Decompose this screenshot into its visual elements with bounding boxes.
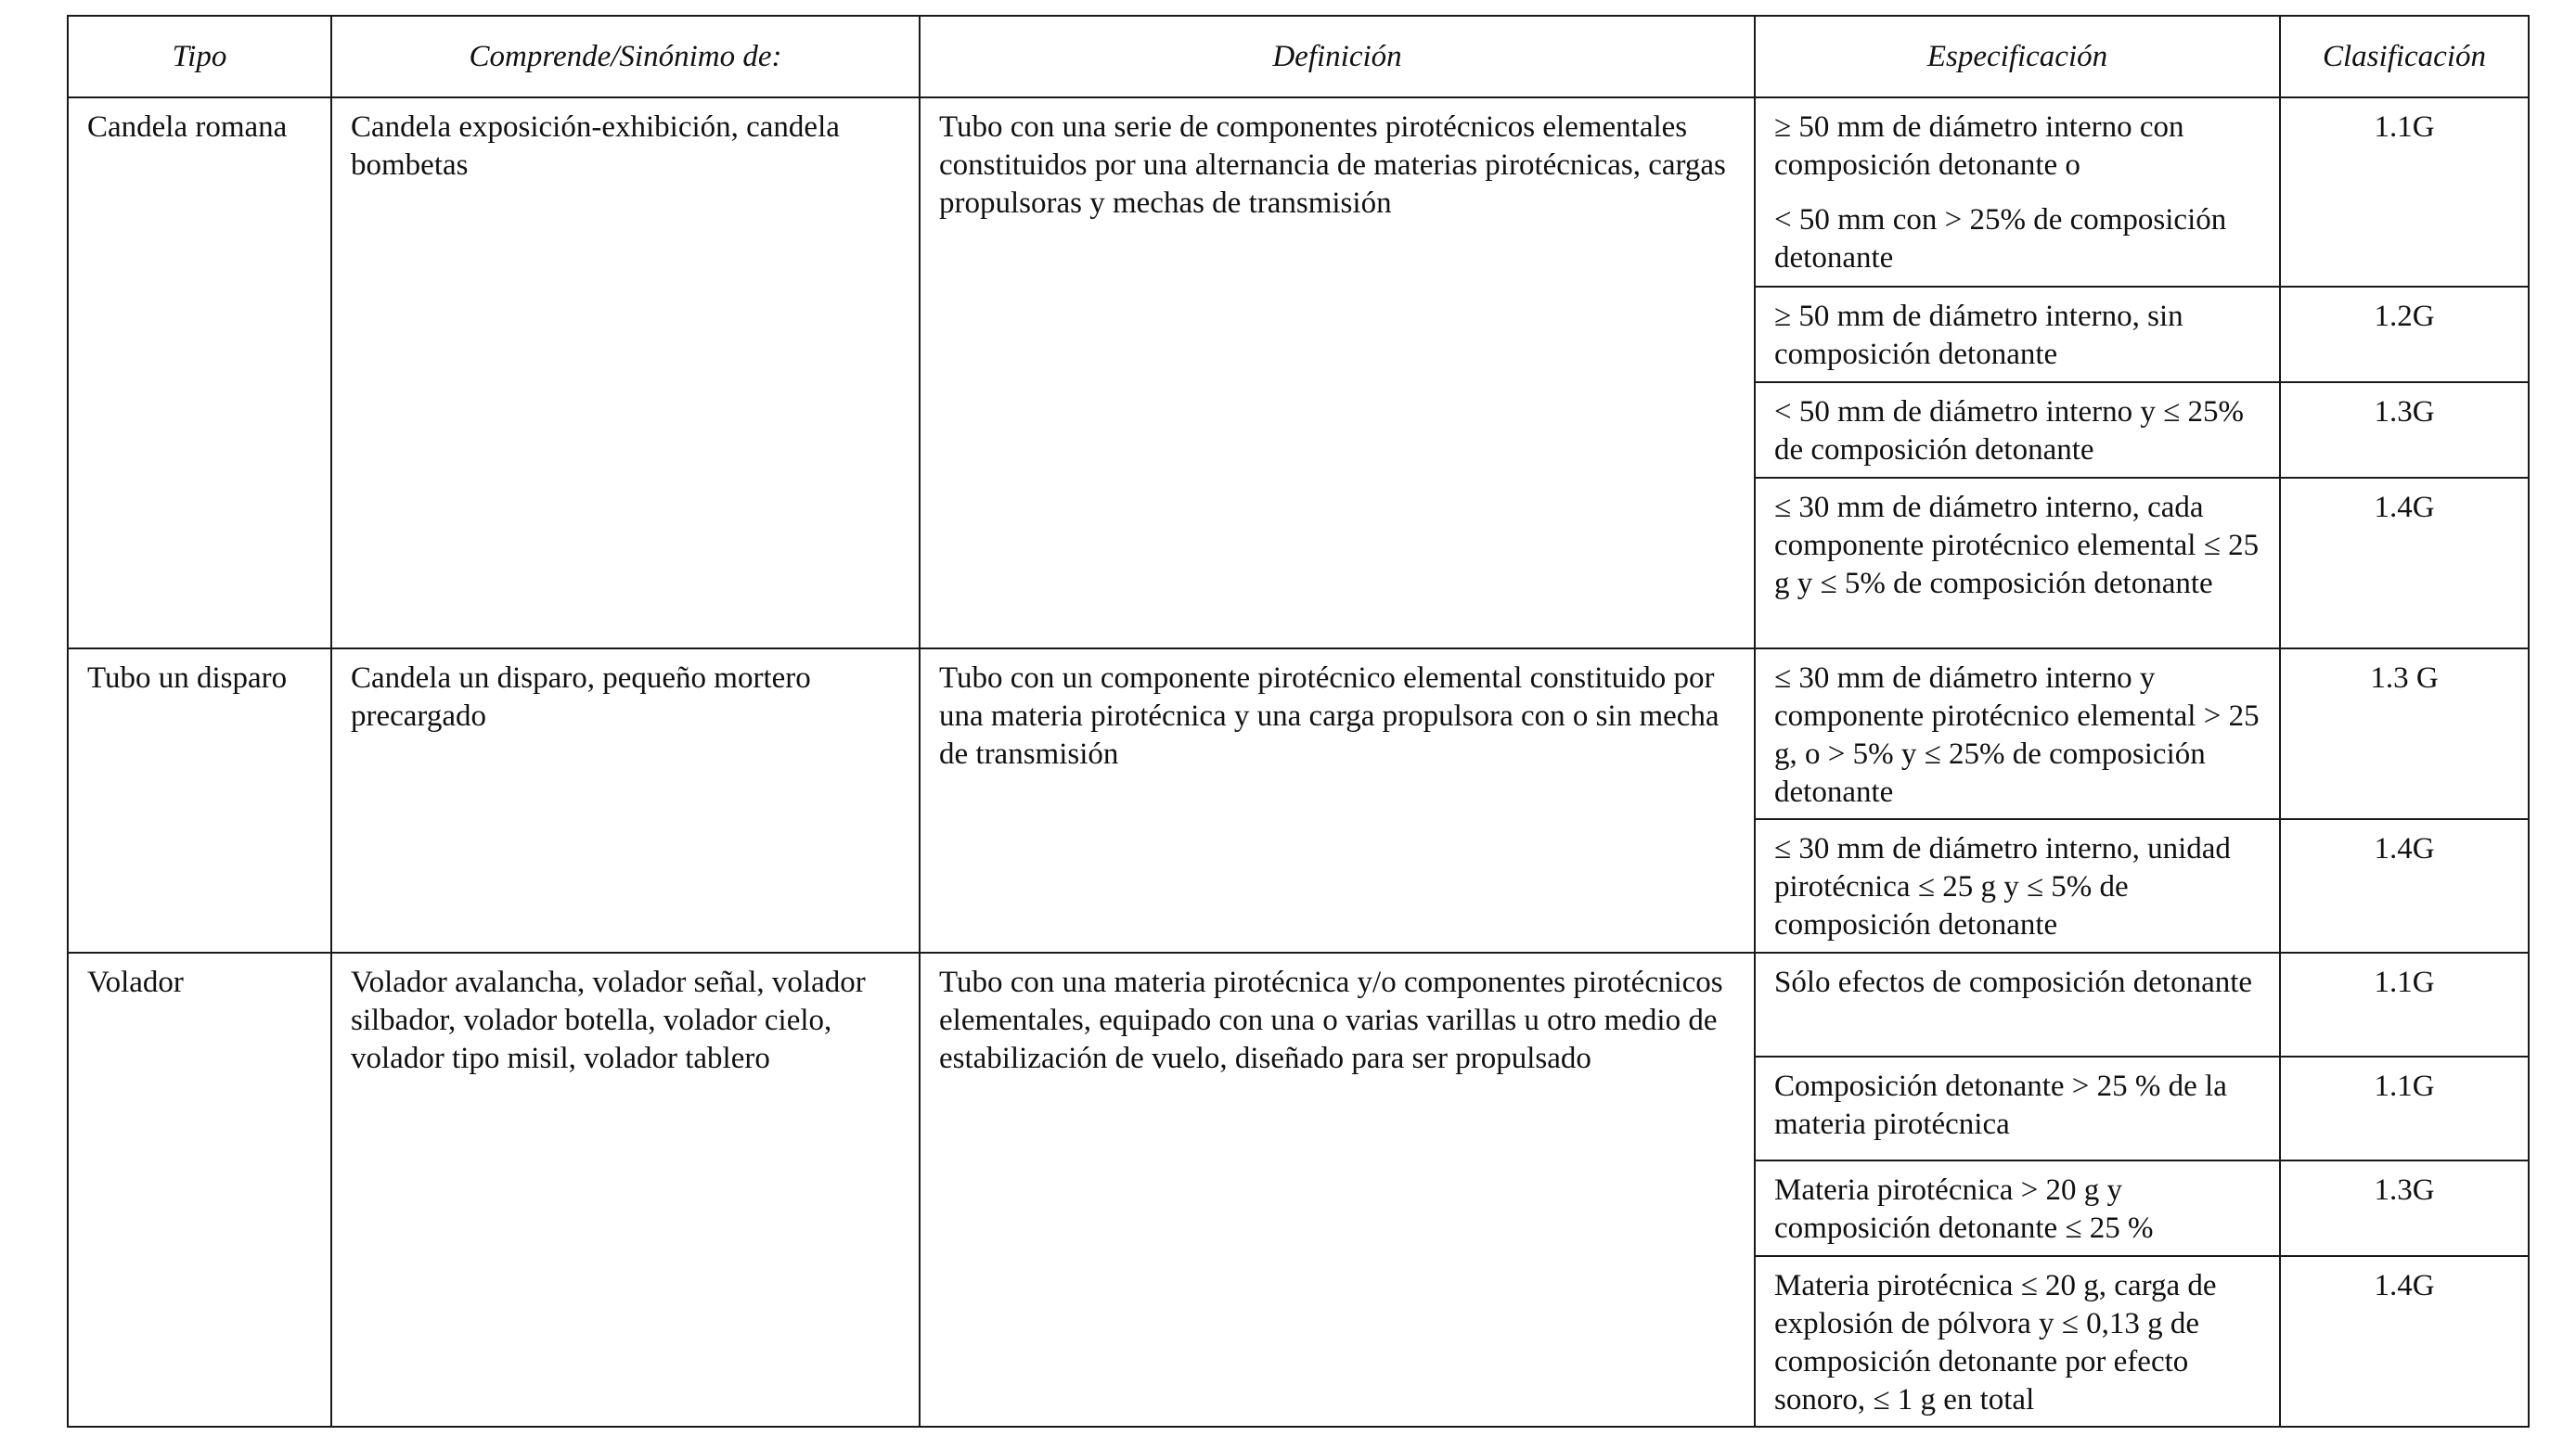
cell-especificacion: Materia pirotécnica ≤ 20 g, carga de explosión de pólvora y ≤ 0,13 g de composición detonante por efecto sonoro, ≤ 1 g en total bbox=[1755, 1256, 2280, 1427]
cell-definicion: Tubo con una serie de componentes pirotécnicos elementales constituidos por una alternancia de materias pirotécnicas, cargas propulsoras y mechas de transmisión bbox=[920, 97, 1755, 648]
cell-clasificacion: 1.4G bbox=[2280, 819, 2529, 953]
header-especificacion: Especificación bbox=[1755, 16, 2280, 97]
header-tipo: Tipo bbox=[68, 16, 331, 97]
cell-clasificacion: 1.1G bbox=[2280, 1057, 2529, 1160]
cell-especificacion bbox=[1755, 97, 2280, 287]
cell-clasificacion: 1.1G bbox=[2280, 97, 2529, 287]
spec-text: ≥ 50 mm de diámetro interno con composición detonante o bbox=[1774, 110, 2184, 182]
table-row bbox=[68, 953, 2529, 1057]
cell-tipo: Volador bbox=[68, 953, 331, 1427]
cell-especificacion: ≤ 30 mm de diámetro interno y componente pirotécnico elemental > 25 g, o > 5% y ≤ 25% de composición detonante bbox=[1755, 648, 2280, 819]
cell-definicion: Tubo con un componente pirotécnico elemental constituido por una materia pirotécnica y una carga propulsora con o sin mecha de transmisión bbox=[920, 648, 1755, 953]
cell-comprende: Candela un disparo, pequeño mortero precargado bbox=[331, 648, 920, 953]
header-clasificacion: Clasificación bbox=[2280, 16, 2529, 97]
cell-comprende: Candela exposición-exhibición, candela bombetas bbox=[331, 97, 920, 648]
cell-especificacion: ≤ 30 mm de diámetro interno, unidad pirotécnica ≤ 25 g y ≤ 5% de composición detonante bbox=[1755, 819, 2280, 953]
cell-clasificacion: 1.3 G bbox=[2280, 648, 2529, 819]
cell-especificacion: ≤ 30 mm de diámetro interno, cada componente pirotécnico elemental ≤ 25 g y ≤ 5% de composición detonante bbox=[1755, 478, 2280, 648]
header-definicion: Definición bbox=[920, 16, 1755, 97]
cell-comprende: Volador avalancha, volador señal, volador silbador, volador botella, volador cielo, volador tipo misil, volador tablero bbox=[331, 953, 920, 1427]
cell-especificacion: Composición detonante > 25 % de la materia pirotécnica bbox=[1755, 1057, 2280, 1160]
cell-especificacion: < 50 mm de diámetro interno y ≤ 25% de composición detonante bbox=[1755, 382, 2280, 478]
table-row bbox=[68, 648, 2529, 819]
header-row bbox=[68, 16, 2529, 97]
cell-especificacion: Materia pirotécnica > 20 g y composición detonante ≤ 25 % bbox=[1755, 1160, 2280, 1256]
cell-clasificacion: 1.4G bbox=[2280, 1256, 2529, 1427]
cell-clasificacion: 1.2G bbox=[2280, 287, 2529, 382]
cell-clasificacion: 1.1G bbox=[2280, 953, 2529, 1057]
cell-clasificacion: 1.3G bbox=[2280, 382, 2529, 478]
cell-clasificacion: 1.4G bbox=[2280, 478, 2529, 648]
header-comprende: Comprende/Sinónimo de: bbox=[331, 16, 920, 97]
cell-tipo: Candela romana bbox=[68, 97, 331, 648]
cell-clasificacion: 1.3G bbox=[2280, 1160, 2529, 1256]
spec-text-alternative: < 50 mm con > 25% de composición detonante bbox=[1774, 203, 2227, 275]
cell-especificacion: Sólo efectos de composición detonante bbox=[1755, 953, 2280, 1057]
cell-especificacion: ≥ 50 mm de diámetro interno, sin composición detonante bbox=[1755, 287, 2280, 382]
classification-table bbox=[67, 15, 2530, 1428]
cell-definicion: Tubo con una materia pirotécnica y/o componentes pirotécnicos elementales, equipado con una o varias varillas u otro medio de estabilización de vuelo, diseñado para ser propulsado bbox=[920, 953, 1755, 1427]
cell-tipo: Tubo un disparo bbox=[68, 648, 331, 953]
table-row bbox=[68, 97, 2529, 287]
